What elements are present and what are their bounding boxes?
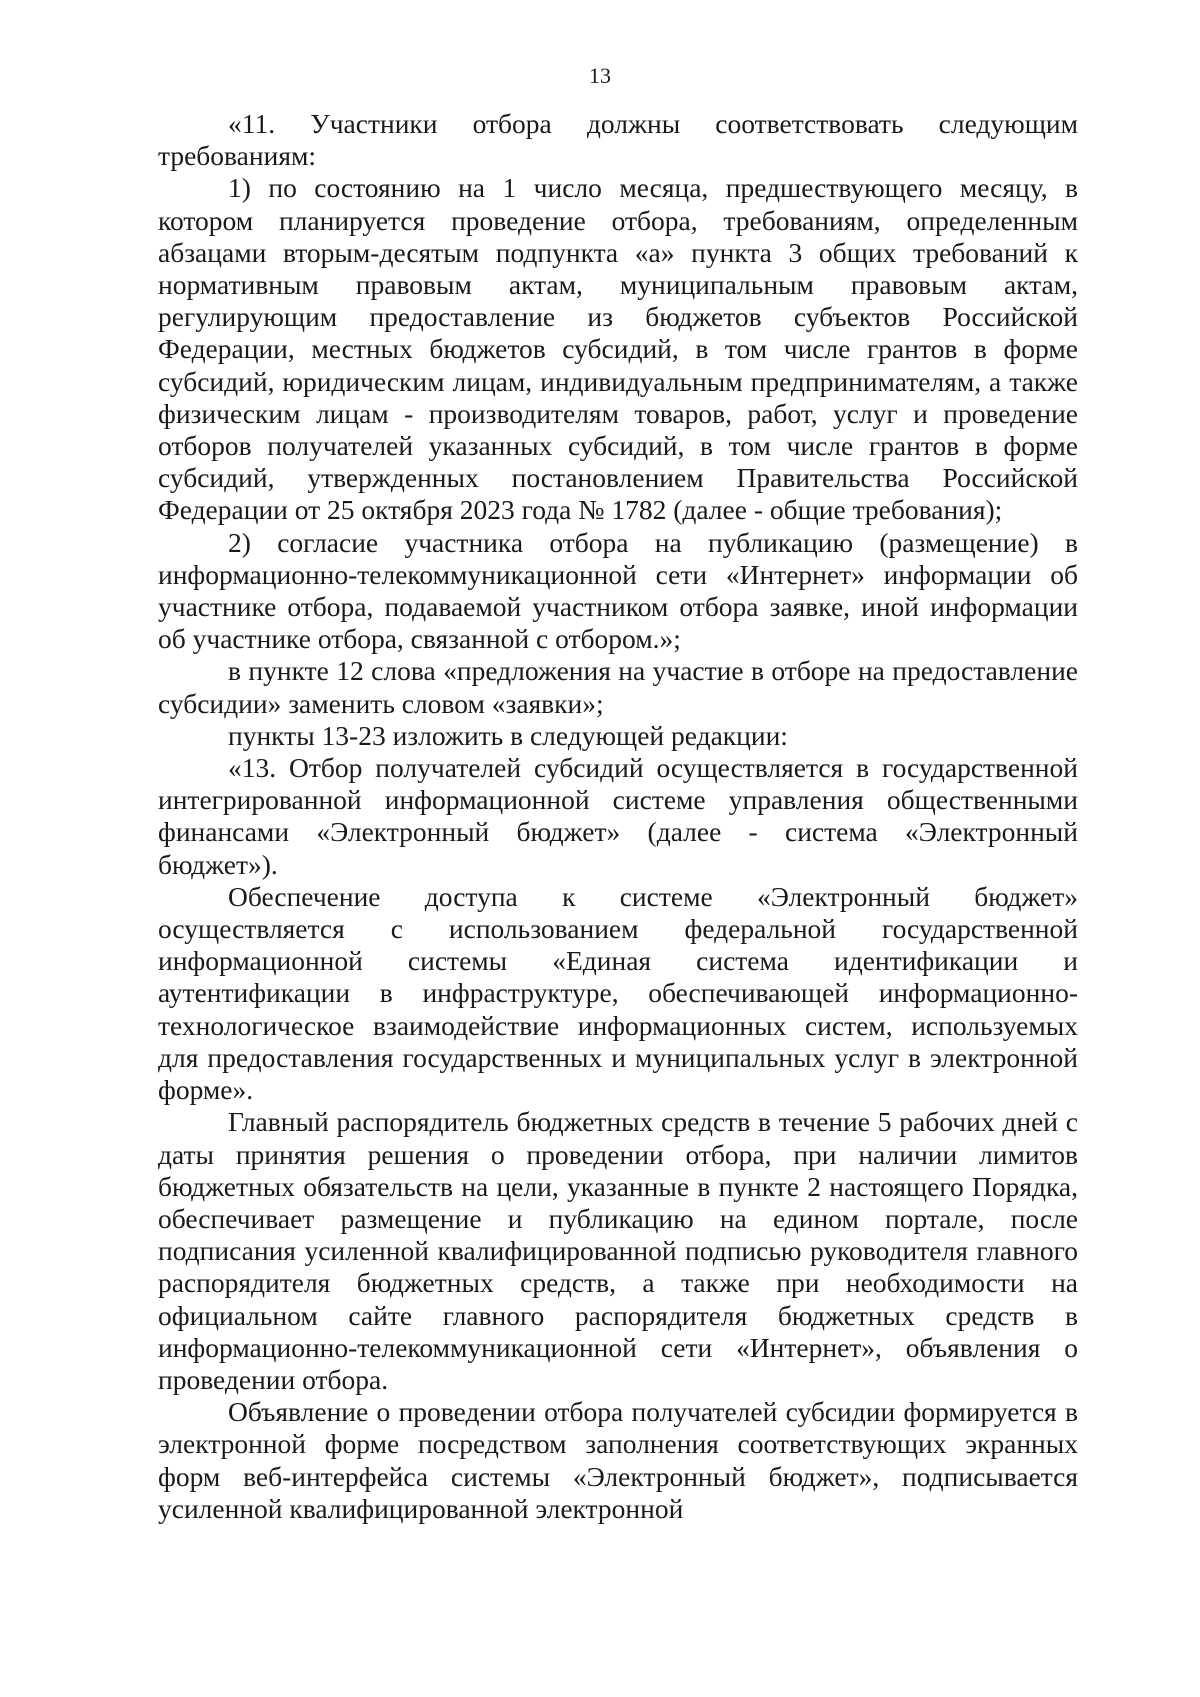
document-body (158, 108, 1078, 1525)
paragraph-11-item-2: 2) согласие участника отбора на публикацию (размещение) в информационно-телекоммуникационной сети «Интернет» информации об участнике отбора, подаваемой участником отбора заявке, иной информации об участнике отбора, связанной с отбором.»; (158, 526, 1078, 655)
paragraph-13: «13. Отбор получателей субсидий осуществляется в государственной интегрированной информационной системе управления общественными финансами «Электронный бюджет» (далее - система «Электронный бюджет»). (158, 752, 1078, 880)
paragraph-main-distributor: Главный распорядитель бюджетных средств в течение 5 рабочих дней с даты принятия решения о проведении отбора, при наличии лимитов бюджетных обязательств на цели, указанные в пункте 2 настоящего Порядка, обеспечивает размещение и публикацию на едином портале, после подписания усиленной квалифицированной подписью руководителя главного распорядителя бюджетных средств, а также при необходимости на официальном сайте главного распорядителя бюджетных средств в информационно-телекоммуникационной сети «Интернет», объявления о проведении отбора. (158, 1106, 1078, 1395)
paragraph-amendment-13-23: пункты 13-23 изложить в следующей редакции: (228, 719, 788, 751)
paragraph-11-item-1: 1) по состоянию на 1 число месяца, предшествующего месяцу, в котором планируется проведение отбора, требованиям, определенным абзацами вторым-десятым подпункта «а» пункта 3 общих требований к нормативным правовым актам, муниципальным правовым актам, регулирующим предоставление из бюджетов субъектов Российской Федерации, местных бюджетов субсидий, в том числе грантов в форме субсидий, юридическим лицам, индивидуальным предпринимателям, а также физическим лицам - производителям товаров, работ, услуг и проведение отборов получателей указанных субсидий, в том числе грантов в форме субсидий, утвержденных постановлением Правительства Российской Федерации от 25 октября 2023 года № 1782 (далее - общие требования); (158, 172, 1078, 526)
paragraph-11-heading: «11. Участники отбора должны соответствовать следующим требованиям: (158, 108, 1078, 172)
paragraph-access: Обеспечение доступа к системе «Электронный бюджет» осуществляется с использованием федеральной государственной информационной системы «Единая система идентификации и аутентификации в инфраструктуре, обеспечивающей информационно-технологическое взаимодействие информационных систем, используемых для предоставления государственных и муниципальных услуг в электронной форме». (158, 880, 1078, 1106)
page-number: 13 (589, 63, 611, 88)
paragraph-announcement: Объявление о проведении отбора получателей субсидии формируется в электронной форме посредством заполнения соответствующих экранных форм веб-интерфейса системы «Электронный бюджет», подписывается усиленной квалифицированной электронной (158, 1396, 1078, 1524)
paragraph-amendment-12: в пункте 12 слова «предложения на участие в отборе на предоставление субсидии» заменить словом «заявки»; (158, 655, 1078, 719)
